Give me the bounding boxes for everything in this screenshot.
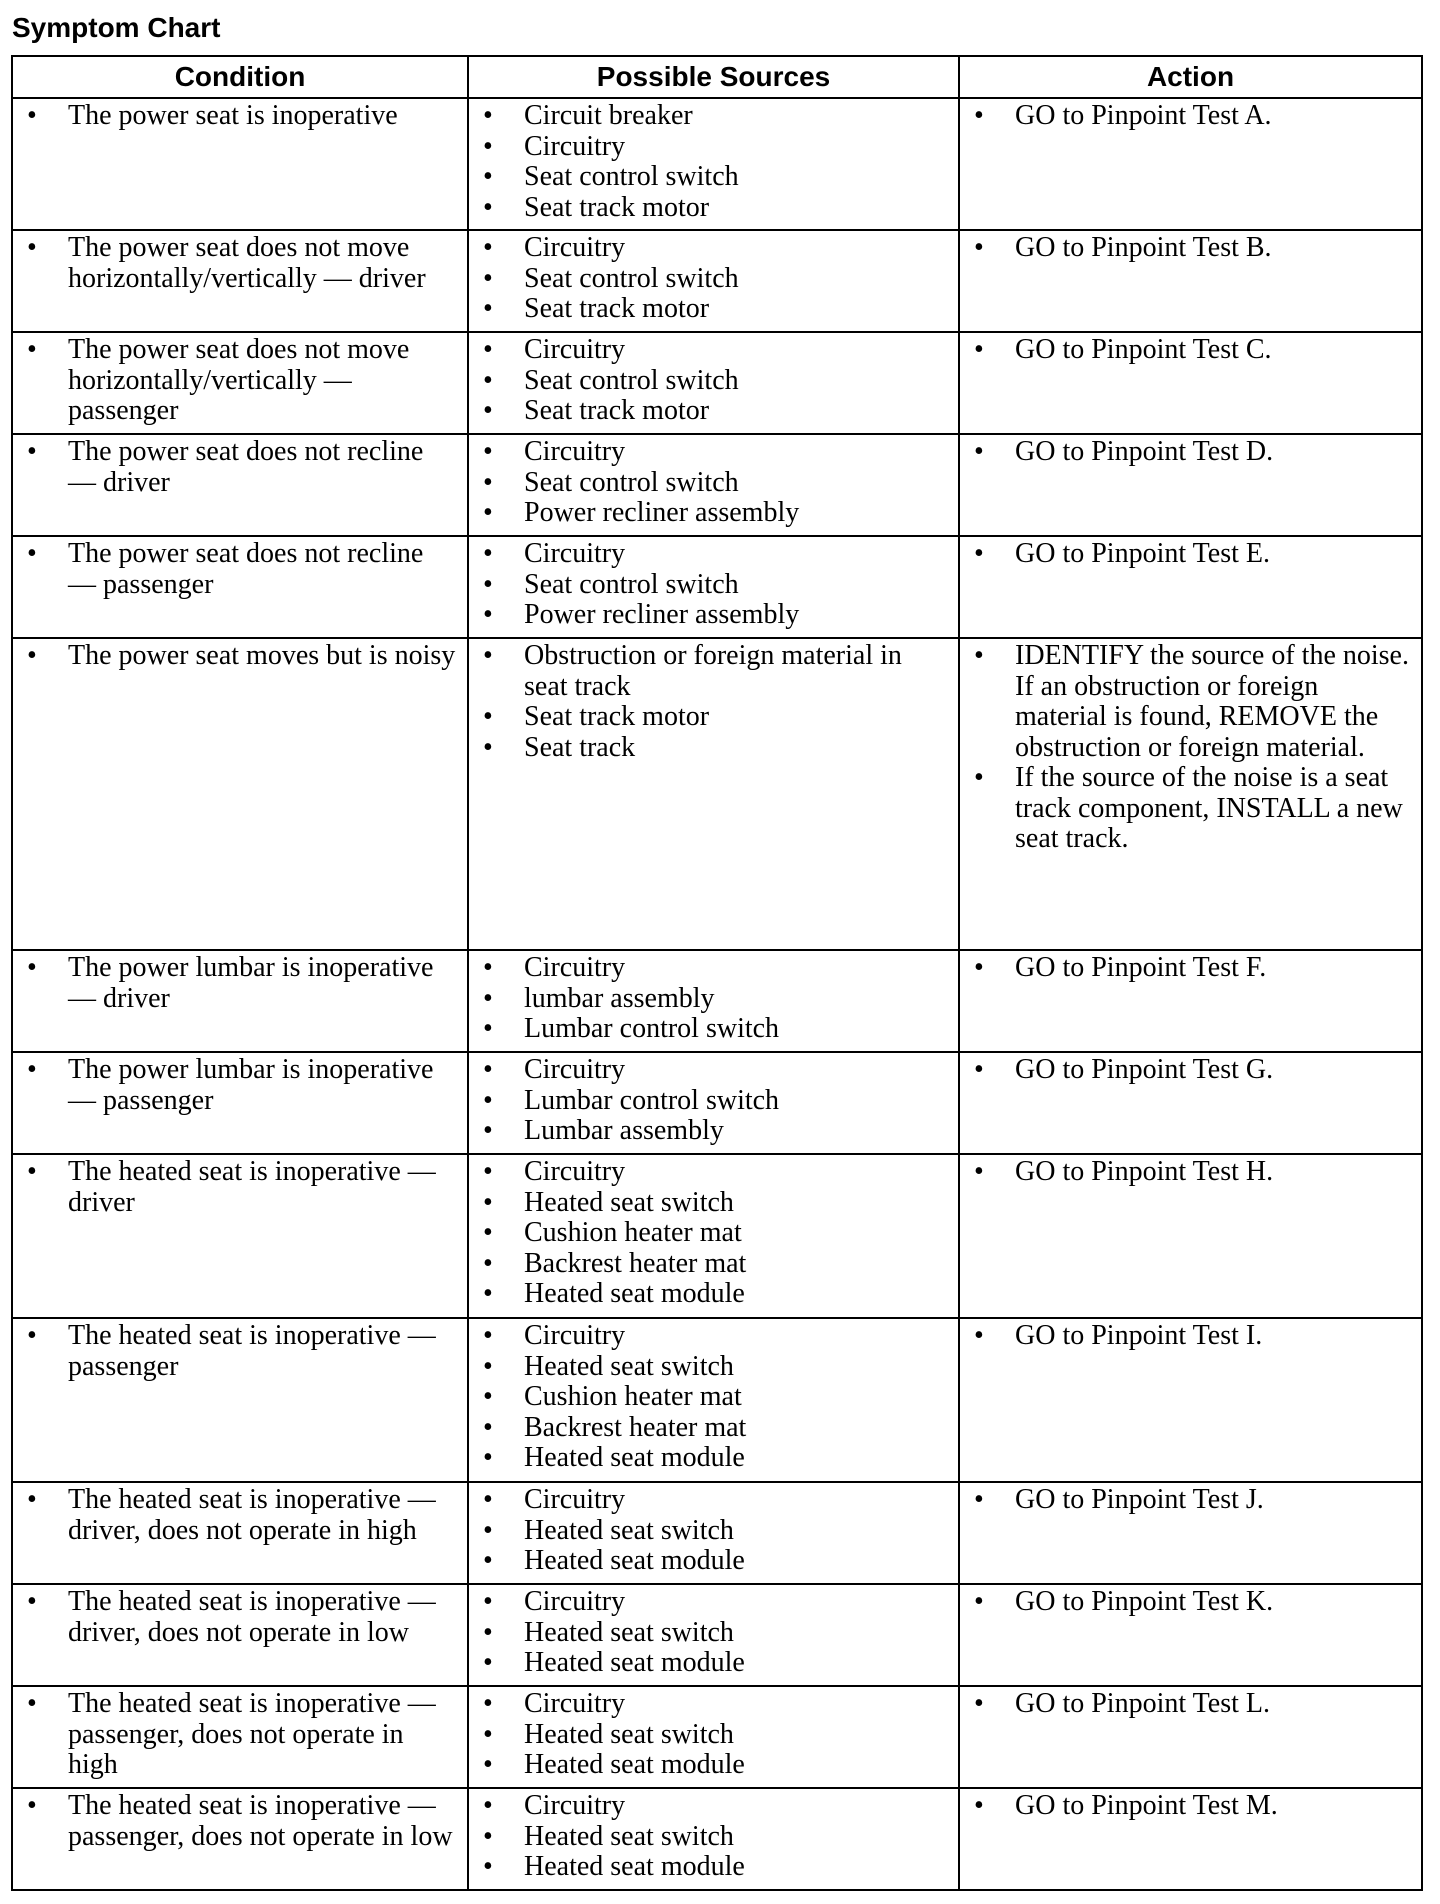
- condition-cell: [12, 1584, 468, 1686]
- possible-sources-cell: [468, 536, 959, 638]
- list-item: • GO to Pinpoint Test L.: [960, 1689, 1421, 1720]
- list-item: • Lumbar assembly: [469, 1116, 958, 1147]
- action-cell: [959, 1788, 1422, 1890]
- bullet-list: [13, 539, 467, 600]
- bullet-list: [13, 1587, 467, 1648]
- action-cell: [959, 332, 1422, 434]
- list-item: • Cushion heater mat: [469, 1218, 958, 1249]
- list-item: • Lumbar control switch: [469, 1086, 958, 1117]
- list-item: • The power seat does not recline — driver: [13, 437, 467, 498]
- list-item: • Circuitry: [469, 1157, 958, 1188]
- condition-cell: [12, 1318, 468, 1482]
- list-item: • Circuitry: [469, 1689, 958, 1720]
- list-item: • Circuitry: [469, 233, 958, 264]
- list-item: • Circuit breaker: [469, 101, 958, 132]
- condition-cell: [12, 1052, 468, 1154]
- list-item: • Heated seat module: [469, 1546, 958, 1577]
- list-item: • The power lumbar is inoperative — driver: [13, 953, 467, 1014]
- action-cell: [959, 1686, 1422, 1788]
- table-row: [12, 98, 1422, 230]
- list-item: • Circuitry: [469, 335, 958, 366]
- list-item: • Circuitry: [469, 1321, 958, 1352]
- condition-cell: [12, 950, 468, 1052]
- list-item: • The heated seat is inoperative — passenger, does not operate in high: [13, 1689, 467, 1781]
- list-item: • Lumbar control switch: [469, 1014, 958, 1045]
- possible-sources-cell: [468, 638, 959, 950]
- list-item: • Heated seat module: [469, 1750, 958, 1781]
- bullet-list: [13, 1791, 467, 1852]
- list-item: • Heated seat switch: [469, 1720, 958, 1751]
- bullet-list: [469, 1689, 958, 1781]
- list-item: • Seat track motor: [469, 193, 958, 224]
- list-item: • The power seat does not move horizontally/vertically — driver: [13, 233, 467, 294]
- list-item: • The power seat does not recline — passenger: [13, 539, 467, 600]
- list-item: • GO to Pinpoint Test B.: [960, 233, 1421, 264]
- header-action: Action: [959, 56, 1422, 98]
- list-item: • lumbar assembly: [469, 984, 958, 1015]
- list-item: • Cushion heater mat: [469, 1382, 958, 1413]
- bullet-list: [469, 1587, 958, 1679]
- list-item: • The heated seat is inoperative — passenger, does not operate in low: [13, 1791, 467, 1852]
- header-possible-sources: Possible Sources: [468, 56, 959, 98]
- table-body: [12, 98, 1422, 1890]
- bullet-list: [13, 1157, 467, 1218]
- list-item: • The heated seat is inoperative — driver: [13, 1157, 467, 1218]
- condition-cell: [12, 536, 468, 638]
- list-item: • Circuitry: [469, 132, 958, 163]
- action-cell: [959, 638, 1422, 950]
- condition-cell: [12, 1788, 468, 1890]
- bullet-list: [13, 101, 467, 132]
- condition-cell: [12, 638, 468, 950]
- list-item: • Heated seat switch: [469, 1352, 958, 1383]
- possible-sources-cell: [468, 1482, 959, 1584]
- table-row: [12, 1482, 1422, 1584]
- bullet-list: [469, 641, 958, 763]
- possible-sources-cell: [468, 1318, 959, 1482]
- list-item: • If the source of the noise is a seat track component, INSTALL a new seat track.: [960, 763, 1421, 855]
- bullet-list: [469, 953, 958, 1045]
- action-cell: [959, 98, 1422, 230]
- action-cell: [959, 1482, 1422, 1584]
- table-row: [12, 1686, 1422, 1788]
- possible-sources-cell: [468, 230, 959, 332]
- table-row: [12, 332, 1422, 434]
- bullet-list: [13, 641, 467, 672]
- bullet-list: [13, 437, 467, 498]
- action-cell: [959, 1154, 1422, 1318]
- bullet-list: [13, 953, 467, 1014]
- list-item: • Power recliner assembly: [469, 498, 958, 529]
- bullet-list: [469, 1321, 958, 1474]
- bullet-list: [960, 1689, 1421, 1720]
- list-item: • GO to Pinpoint Test D.: [960, 437, 1421, 468]
- table-row: [12, 434, 1422, 536]
- action-cell: [959, 1584, 1422, 1686]
- condition-cell: [12, 98, 468, 230]
- list-item: • The heated seat is inoperative — driver, does not operate in low: [13, 1587, 467, 1648]
- table-row: [12, 638, 1422, 950]
- list-item: • The heated seat is inoperative — driver, does not operate in high: [13, 1485, 467, 1546]
- list-item: • Obstruction or foreign material in seat track: [469, 641, 958, 702]
- bullet-list: [960, 1157, 1421, 1188]
- list-item: • Heated seat switch: [469, 1618, 958, 1649]
- list-item: • Seat track motor: [469, 294, 958, 325]
- table-row: [12, 230, 1422, 332]
- list-item: • GO to Pinpoint Test H.: [960, 1157, 1421, 1188]
- action-cell: [959, 230, 1422, 332]
- list-item: • GO to Pinpoint Test A.: [960, 101, 1421, 132]
- list-item: • Seat control switch: [469, 162, 958, 193]
- bullet-list: [960, 641, 1421, 855]
- bullet-list: [469, 1791, 958, 1883]
- possible-sources-cell: [468, 1154, 959, 1318]
- list-item: • Heated seat module: [469, 1648, 958, 1679]
- bullet-list: [469, 1157, 958, 1310]
- list-item: • Circuitry: [469, 1587, 958, 1618]
- list-item: • IDENTIFY the source of the noise. If an obstruction or foreign material is found, REMOVE the obstruction or foreign material.: [960, 641, 1421, 763]
- list-item: • GO to Pinpoint Test J.: [960, 1485, 1421, 1516]
- table-row: [12, 1788, 1422, 1890]
- condition-cell: [12, 230, 468, 332]
- list-item: • GO to Pinpoint Test G.: [960, 1055, 1421, 1086]
- list-item: • Heated seat module: [469, 1443, 958, 1474]
- bullet-list: [469, 1485, 958, 1577]
- action-cell: [959, 1318, 1422, 1482]
- possible-sources-cell: [468, 1052, 959, 1154]
- list-item: • Circuitry: [469, 1791, 958, 1822]
- action-cell: [959, 434, 1422, 536]
- list-item: • Circuitry: [469, 539, 958, 570]
- bullet-list: [960, 1587, 1421, 1618]
- list-item: • Circuitry: [469, 953, 958, 984]
- list-item: • GO to Pinpoint Test I.: [960, 1321, 1421, 1352]
- bullet-list: [960, 1321, 1421, 1352]
- possible-sources-cell: [468, 950, 959, 1052]
- bullet-list: [960, 953, 1421, 984]
- list-item: • GO to Pinpoint Test F.: [960, 953, 1421, 984]
- list-item: • Seat track: [469, 733, 958, 764]
- bullet-list: [13, 1485, 467, 1546]
- list-item: • GO to Pinpoint Test C.: [960, 335, 1421, 366]
- action-cell: [959, 950, 1422, 1052]
- action-cell: [959, 536, 1422, 638]
- list-item: • Seat control switch: [469, 264, 958, 295]
- list-item: • Heated seat module: [469, 1852, 958, 1883]
- bullet-list: [960, 539, 1421, 570]
- action-cell: [959, 1052, 1422, 1154]
- possible-sources-cell: [468, 1584, 959, 1686]
- list-item: • GO to Pinpoint Test E.: [960, 539, 1421, 570]
- condition-cell: [12, 1154, 468, 1318]
- list-item: • Seat control switch: [469, 468, 958, 499]
- list-item: • Heated seat switch: [469, 1188, 958, 1219]
- list-item: • The heated seat is inoperative — passenger: [13, 1321, 467, 1382]
- list-item: • Seat track motor: [469, 702, 958, 733]
- list-item: • Heated seat switch: [469, 1822, 958, 1853]
- bullet-list: [13, 1321, 467, 1382]
- bullet-list: [469, 1055, 958, 1147]
- symptom-table: [11, 55, 1423, 1891]
- condition-cell: [12, 1686, 468, 1788]
- list-item: • Circuitry: [469, 1055, 958, 1086]
- list-item: • Circuitry: [469, 437, 958, 468]
- bullet-list: [960, 1055, 1421, 1086]
- bullet-list: [960, 335, 1421, 366]
- list-item: • Seat track motor: [469, 396, 958, 427]
- list-item: • Backrest heater mat: [469, 1249, 958, 1280]
- list-item: • The power seat does not move horizontally/vertically — passenger: [13, 335, 467, 427]
- possible-sources-cell: [468, 1686, 959, 1788]
- list-item: • The power seat moves but is noisy: [13, 641, 467, 672]
- table-header-row: [12, 56, 1422, 98]
- possible-sources-cell: [468, 1788, 959, 1890]
- possible-sources-cell: [468, 98, 959, 230]
- page-title: Symptom Chart: [12, 12, 221, 43]
- possible-sources-cell: [468, 434, 959, 536]
- condition-cell: [12, 434, 468, 536]
- table-row: [12, 950, 1422, 1052]
- bullet-list: [469, 539, 958, 631]
- list-item: • Seat control switch: [469, 570, 958, 601]
- possible-sources-cell: [468, 332, 959, 434]
- condition-cell: [12, 332, 468, 434]
- bullet-list: [960, 101, 1421, 132]
- table-row: [12, 1318, 1422, 1482]
- bullet-list: [469, 437, 958, 529]
- bullet-list: [960, 1791, 1421, 1822]
- bullet-list: [13, 1689, 467, 1781]
- bullet-list: [960, 437, 1421, 468]
- bullet-list: [13, 1055, 467, 1116]
- table-row: [12, 1052, 1422, 1154]
- bullet-list: [13, 335, 467, 427]
- table-row: [12, 536, 1422, 638]
- header-condition: Condition: [12, 56, 468, 98]
- bullet-list: [13, 233, 467, 294]
- bullet-list: [469, 233, 958, 325]
- list-item: • Heated seat module: [469, 1279, 958, 1310]
- condition-cell: [12, 1482, 468, 1584]
- bullet-list: [960, 233, 1421, 264]
- list-item: • GO to Pinpoint Test K.: [960, 1587, 1421, 1618]
- table-row: [12, 1584, 1422, 1686]
- table-row: [12, 1154, 1422, 1318]
- list-item: • Backrest heater mat: [469, 1413, 958, 1444]
- list-item: • Power recliner assembly: [469, 600, 958, 631]
- bullet-list: [469, 101, 958, 223]
- list-item: • Circuitry: [469, 1485, 958, 1516]
- list-item: • GO to Pinpoint Test M.: [960, 1791, 1421, 1822]
- list-item: • The power seat is inoperative: [13, 101, 467, 132]
- bullet-list: [960, 1485, 1421, 1516]
- list-item: • Heated seat switch: [469, 1516, 958, 1547]
- bullet-list: [469, 335, 958, 427]
- list-item: • The power lumbar is inoperative — passenger: [13, 1055, 467, 1116]
- list-item: • Seat control switch: [469, 366, 958, 397]
